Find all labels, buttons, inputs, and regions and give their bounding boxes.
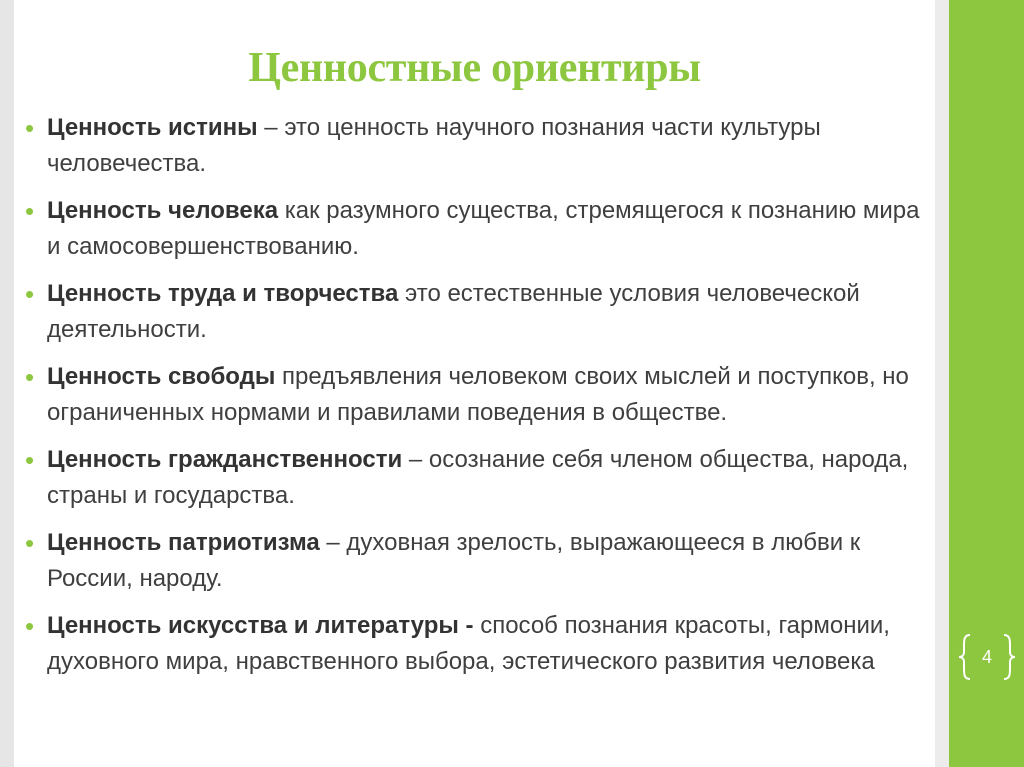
bullet-text: – духовная зрелость, выражающееся в любви к России, народу. [47, 529, 861, 592]
bullet-term: Ценность гражданственности [47, 446, 403, 473]
slide-title: Ценностные ориентиры [248, 45, 701, 91]
bullet-dot-icon: • [25, 445, 35, 475]
page-number: 4 [981, 647, 992, 667]
bullet-dot-icon: • [25, 362, 35, 392]
bullet-text: – это ценность научного познания части культуры человечества. [47, 114, 821, 177]
bullet-dot-icon: • [25, 196, 35, 226]
bullet-term: Ценность человека [47, 197, 279, 224]
bullet-term: Ценность истины [47, 114, 258, 141]
bullet-item [22, 608, 922, 680]
bullet-dot-icon: • [25, 279, 35, 309]
bullet-item [22, 276, 922, 348]
bullet-item [22, 359, 922, 431]
bullet-text: как разумного существа, стремящегося к познанию мира и самосовершенствованию. [47, 197, 920, 260]
bullet-item [22, 525, 922, 597]
bullet-text: это естественные условия человеческой деятельности. [47, 280, 860, 343]
bullet-dot-icon: • [25, 611, 35, 641]
bullet-item [22, 193, 922, 265]
bullet-dot-icon: • [25, 113, 35, 143]
page-number-badge [958, 632, 1016, 682]
bullet-text: способ познания красоты, гармонии, духовного мира, нравственного выбора, эстетического развития человека [47, 612, 890, 675]
right-gray-strip [935, 0, 949, 767]
bullet-list [22, 110, 922, 691]
bullet-term: Ценность труда и творчества [47, 280, 399, 307]
bullet-term: Ценность свободы [47, 363, 276, 390]
bullet-item [22, 110, 922, 182]
bullet-term: Ценность патриотизма [47, 529, 320, 556]
bullet-dot-icon: • [25, 528, 35, 558]
bullet-text: предъявления человеком своих мыслей и поступков, но ограниченных нормами и правилами поведения в обществе. [47, 363, 909, 426]
bullet-item [22, 442, 922, 514]
bullet-text: – осознание себя членом общества, народа, страны и государства. [47, 446, 909, 509]
bullet-term: Ценность искусства и литературы - [47, 612, 474, 639]
left-gutter [0, 0, 14, 767]
